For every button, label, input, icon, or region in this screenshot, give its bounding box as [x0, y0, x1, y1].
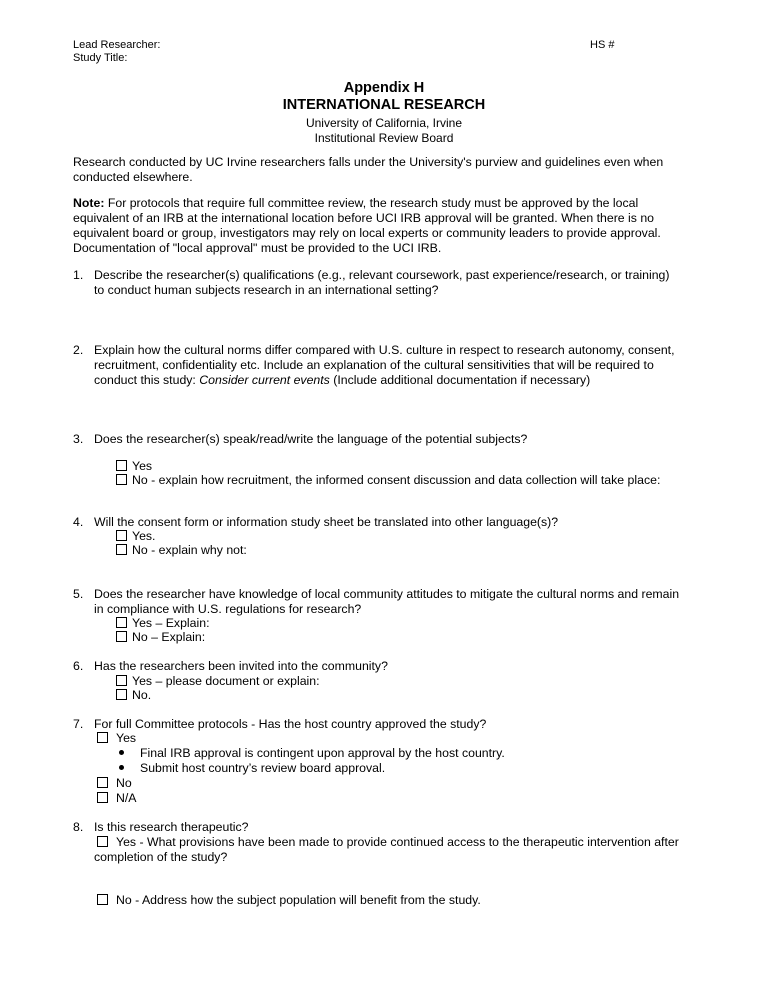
q4-text: Will the consent form or information study sheet be translated into other language(s)?: [94, 515, 559, 529]
q1-text-2: to conduct human subjects research in an international setting?: [94, 283, 439, 297]
q3-text: Does the researcher(s) speak/read/write the language of the potential subjects?: [94, 432, 528, 446]
q7-yes-label: Yes: [116, 731, 137, 745]
q6-option-no: [116, 688, 151, 703]
q7-na-label: N/A: [116, 791, 137, 805]
q6-no-label: No.: [132, 688, 152, 702]
q7-option-yes: [97, 731, 136, 746]
q3-no-label: No - explain how recruitment, the informed consent discussion and data collection will take place:: [132, 473, 661, 487]
q5-yes-label: Yes – Explain:: [132, 616, 210, 630]
q4-no-checkbox[interactable]: [116, 544, 127, 555]
q3-option-no: [116, 473, 660, 488]
q7-yes-checkbox[interactable]: [97, 732, 108, 743]
q6-no-checkbox[interactable]: [116, 689, 127, 700]
intro-line-1: Research conducted by UC Irvine researchers falls under the University's purview and guidelines even when: [73, 155, 664, 169]
q4-no-label: No - explain why not:: [132, 543, 247, 557]
q4-yes-checkbox[interactable]: [116, 530, 127, 541]
q8-number: 8.: [73, 820, 84, 834]
q5-text-1: Does the researcher have knowledge of local community attitudes to mitigate the cultural norms and remain: [94, 587, 680, 601]
intro-line-2: conducted elsewhere.: [73, 170, 193, 184]
q8-option-no: [97, 893, 481, 908]
hs-number-label: HS #: [590, 39, 615, 51]
q5-number: 5.: [73, 587, 84, 601]
q5-no-checkbox[interactable]: [116, 631, 127, 642]
q7-bullet-1: [119, 746, 505, 761]
q6-text: Has the researchers been invited into the community?: [94, 659, 388, 673]
q4-option-no: [116, 543, 247, 558]
q4-number: 4.: [73, 515, 84, 529]
board-name: Institutional Review Board: [314, 131, 454, 145]
q5-no-label: No – Explain:: [132, 630, 206, 644]
q6-yes-checkbox[interactable]: [116, 675, 127, 686]
q2-number: 2.: [73, 343, 84, 357]
q8-yes-label-2: completion of the study?: [94, 850, 228, 864]
q7-option-no: [97, 776, 132, 791]
q6-number: 6.: [73, 659, 84, 673]
appendix-title: Appendix H: [343, 80, 425, 96]
q8-no-label: No - Address how the subject population will benefit from the study.: [116, 893, 481, 907]
q8-yes-label-1: Yes - What provisions have been made to provide continued access to the therapeutic intervention after: [116, 835, 679, 849]
q5-text-2: in compliance with U.S. regulations for research?: [94, 602, 362, 616]
q7-option-na: [97, 791, 137, 806]
q1-number: 1.: [73, 268, 84, 282]
q2-text-2: recruitment, confidentiality etc. Include an explanation of the cultural sensitivities that will be required to: [94, 358, 654, 372]
note-text-1: For protocols that require full committee review, the research study must be approved by the local: [104, 196, 639, 210]
q3-option-yes: [116, 459, 152, 474]
q7-number: 7.: [73, 717, 84, 731]
q4-yes-label: Yes.: [132, 529, 156, 543]
q7-text: For full Committee protocols - Has the host country approved the study?: [94, 717, 487, 731]
q2-text-3-pre: conduct this study:: [94, 373, 200, 387]
study-title-label: Study Title:: [73, 52, 128, 64]
note-line-2: equivalent of an IRB at the international location before UCI IRB approval will be granted. When there is no: [73, 211, 655, 225]
note-line-4: Documentation of "local approval" must be provided to the UCI IRB.: [73, 241, 442, 255]
q3-yes-label: Yes: [132, 459, 153, 473]
q6-option-yes: [116, 674, 320, 689]
q2-text-3: [94, 373, 590, 388]
q8-text: Is this research therapeutic?: [94, 820, 249, 834]
q2-text-3-post: (Include additional documentation if necessary): [329, 373, 591, 387]
q3-yes-checkbox[interactable]: [116, 460, 127, 471]
q7-no-checkbox[interactable]: [97, 777, 108, 788]
q7-no-label: No: [116, 776, 132, 790]
q8-yes-checkbox[interactable]: [97, 836, 108, 847]
q4-option-yes: [116, 529, 155, 544]
q3-no-checkbox[interactable]: [116, 474, 127, 485]
q2-text-3-italic: Consider current events: [199, 373, 330, 387]
q8-option-yes: [97, 835, 679, 850]
note-label: Note:: [73, 196, 105, 210]
bullet-icon: [119, 765, 124, 770]
q7-bullet-1-text: Final IRB approval is contingent upon approval by the host country.: [140, 746, 505, 760]
q5-option-yes: [116, 616, 209, 631]
note-line-3: equivalent board or group, investigators may rely on local experts or community leaders to provide approval.: [73, 226, 661, 240]
q5-yes-checkbox[interactable]: [116, 617, 127, 628]
bullet-icon: [119, 750, 124, 755]
q5-option-no: [116, 630, 205, 645]
q7-na-checkbox[interactable]: [97, 792, 108, 803]
q7-bullet-2: [119, 761, 385, 776]
q6-yes-label: Yes – please document or explain:: [132, 674, 320, 688]
q8-no-checkbox[interactable]: [97, 894, 108, 905]
title-block: [0, 80, 768, 146]
q1-text-1: Describe the researcher(s) qualifications (e.g., relevant coursework, past experience/research, or training): [94, 268, 670, 282]
q7-bullet-2-text: Submit host country’s review board approval.: [140, 761, 386, 775]
university-name: University of California, Irvine: [305, 116, 463, 130]
q2-text-1: Explain how the cultural norms differ compared with U.S. culture in respect to research autonomy, consent,: [94, 343, 675, 357]
lead-researcher-label: Lead Researcher:: [73, 39, 161, 51]
q3-number: 3.: [73, 432, 84, 446]
page-title: INTERNATIONAL RESEARCH: [282, 97, 486, 113]
note-line-1: [73, 196, 638, 211]
